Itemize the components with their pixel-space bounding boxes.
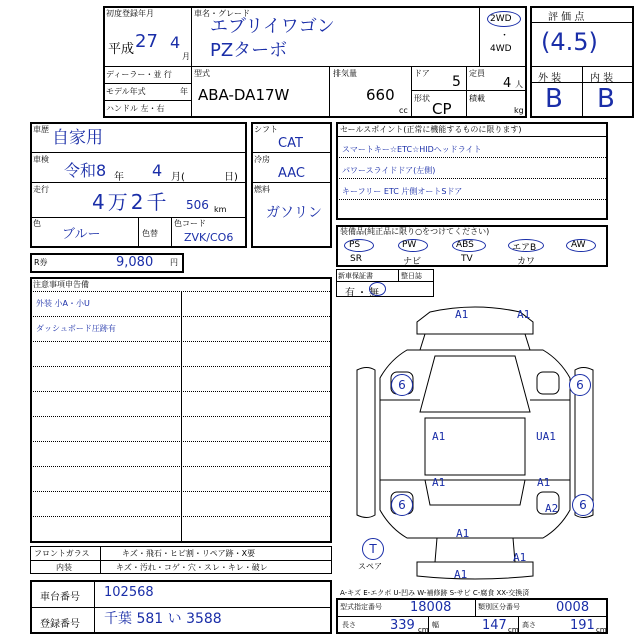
equipment-label: 装備品(純正品に限り○をつけてください) [340,227,490,236]
equip-sr: SR [350,254,362,264]
warranty-circle [369,282,386,296]
interior-items: キズ・汚れ・コゲ・穴・スレ・キレ・破レ [116,563,268,572]
sales-point-2: パワースライドドア(左側) [342,166,436,175]
interior-label: 内 装 [590,73,614,84]
r-label: R券 [34,258,48,267]
dotted-divider [30,441,332,442]
damage-mark: 6 [569,374,591,396]
equip-abs: ABS [456,240,474,250]
equip-aw: AW [571,240,586,250]
divider [100,546,101,574]
damage-mark: T [362,538,384,560]
r-ticket-box [30,253,184,273]
equip-ps: PS [349,240,361,250]
rear-bumper [417,562,533,579]
model-year-label: モデル年式 [106,87,146,96]
width-label: 幅 [432,621,439,629]
sales-point-1: スマートキー☆ETC☆HIDヘッドライト [342,145,482,154]
fuel: ガソリン [266,205,322,221]
color-code-label: 色コード [174,219,206,228]
sales-point-3: キーフリー ETC 片側オートSドア [342,187,463,196]
type-value: ABA-DA17W [198,86,290,104]
divider [475,598,476,616]
era: 平成 [108,42,135,57]
damage-mark: A1 [513,551,527,564]
color: ブルー [62,227,101,242]
divider [336,281,434,282]
divider [103,100,191,101]
class-label: 類別区分番号 [478,603,520,611]
note-2: ダッシュボード圧跡有 [36,324,116,333]
cm-unit: cm [418,626,429,634]
dotted-divider [336,178,608,179]
damage-mark: A1 [456,527,470,540]
inspection-label: 車検 [33,155,49,164]
load-label: 積載 [469,94,485,103]
rear-gate [435,538,515,562]
divider [171,217,172,248]
windshield [420,356,530,412]
exterior-grade: B [545,84,563,114]
dotted-divider [30,416,332,417]
shape: CP [432,100,452,118]
ac: AAC [278,166,305,181]
shift: CAT [278,136,303,151]
dotted-divider [30,391,332,392]
r-value: 9,080 [116,255,154,270]
damage-mark: 6 [391,374,413,396]
divider [251,182,332,183]
damage-mark: UA1 [536,430,556,443]
yen-unit: 円 [170,258,178,267]
chassis-label: 車台番号 [40,592,80,603]
divider [138,217,139,248]
dotted-divider [336,157,608,158]
fuel-label: 燃料 [254,185,270,194]
divider [336,136,608,137]
dotted-divider [30,341,332,342]
sales-label: セールスポイント(正常に機能するものに限ります) [340,125,522,134]
front-glass-items: キズ・飛石・ヒビ割・リペア跡・X要 [122,549,256,558]
equip-airbag: エアB [512,243,537,253]
inspection-era: 令和8 [64,161,107,180]
warranty-label: 新車保証書 [338,272,373,280]
reg-number: 千葉 581 い 3588 [104,611,222,627]
notes-label: 注意事項申告備 [33,280,89,289]
mileage-main: 4万2千 [92,190,170,214]
length-label: 長さ [342,621,356,629]
damage-mark: A1 [455,308,469,321]
capacity: 4 [503,76,512,91]
divider [30,152,247,153]
dealer-label: ディーラー・並 行 [106,70,172,79]
ac-label: 冷房 [254,155,270,164]
equip-leather: カワ [517,257,536,267]
displacement-label: 排気量 [333,69,357,78]
equip-navi: ナビ [403,257,422,267]
hood [420,334,530,350]
capacity-unit: 人 [515,80,523,89]
interior-grade: B [597,84,615,114]
drive-4wd: 4WD [490,44,512,54]
class-number: 0008 [556,600,590,615]
record-label: 整日誌 [401,272,422,280]
km-unit: km [214,205,227,214]
spec-number: 18008 [410,600,452,615]
cm-unit: cm [596,626,607,634]
handle-label: ハンドル 左・右 [106,104,165,113]
kg-unit: kg [514,106,524,115]
mileage-label: 走行 [33,185,49,194]
damage-mark: A1 [432,430,446,443]
damage-mark: 6 [391,494,413,516]
capacity-label: 定員 [469,69,485,78]
door-label: ドア [414,69,430,78]
shift-label: シフト [254,125,278,134]
cm-unit: cm [508,626,519,634]
dotted-divider [30,366,332,367]
usage-label: 車歴 [33,125,49,134]
first-reg-month: 4 [170,33,181,52]
damage-mark: A1 [517,308,531,321]
first-reg-label: 初度登録年月 [106,9,154,18]
divider [479,6,480,66]
divider [466,66,467,118]
damage-mark: A2 [545,502,559,515]
damage-mark: A1 [537,476,551,489]
color-code: ZVK/CO6 [184,231,234,244]
divider [94,580,95,634]
type-label: 型式 [194,69,210,78]
front-glass-label: フロントガラス [34,549,90,558]
divider [30,607,332,608]
divider [251,152,332,153]
divider [329,66,330,118]
inspection-month: 4 [152,161,163,180]
equip-tv: TV [461,254,473,264]
score-value: (4.5) [541,28,598,56]
interior-row-label: 内装 [56,563,72,572]
day-unit: 日) [224,172,238,183]
divider [191,6,192,66]
divider [411,66,412,118]
year-unit: 年 [114,172,124,183]
car-name-label: 車名・グレード [194,9,250,18]
damage-mark: A1 [432,476,446,489]
divider [181,291,182,543]
spare-label: スペア [358,562,382,571]
grade: PZターボ [210,40,288,61]
displacement: 660 [366,86,395,104]
height-label: 高さ [522,621,536,629]
damage-mark: A1 [454,568,468,581]
month-unit: 月 [182,52,190,61]
note-1: 外装 小A・小U [36,299,90,308]
warranty-value: 有・無 [345,288,381,299]
doors: 5 [452,74,461,90]
divider [336,616,608,617]
dotted-divider [30,491,332,492]
model-year-unit: 年 [180,87,188,96]
month-unit-paren: 月( [171,172,185,183]
divider [191,66,192,118]
spec-label: 型式指定番号 [340,603,382,611]
equip-pw: PW [402,240,417,250]
dotted-divider [336,199,608,200]
first-reg-year: 27 [135,31,158,52]
dotted-divider [30,466,332,467]
car-name: エブリイワゴン [210,16,335,37]
color-label: 色 [33,219,41,228]
damage-legend: A-キズ E-エクボ U-凹み W-補修跡 S-サビ C-腐食 XX-交換済 [340,589,530,597]
roof [425,418,525,475]
height: 191 [570,618,595,633]
width: 147 [482,618,507,633]
divider [582,66,583,118]
shape-label: 形状 [414,94,430,103]
mileage-sub: 506 [186,198,209,212]
dotted-divider [30,516,332,517]
divider [103,83,191,84]
reg-label: 登録番号 [40,619,80,630]
damage-mark: 6 [572,494,594,516]
cc-unit: cc [399,106,408,115]
usage: 自家用 [52,128,103,148]
length: 339 [390,618,415,633]
color-type-label: 色替 [142,229,158,238]
chassis-number: 102568 [104,585,154,600]
exterior-label: 外 装 [538,73,562,84]
front-bumper [417,307,533,334]
divider [398,269,399,281]
drive-2wd: 2WD [490,14,512,24]
score-label: 評 価 点 [548,12,585,23]
drive-dot: ・ [500,31,510,41]
dotted-divider [30,291,332,292]
divider [30,560,332,561]
divider [30,182,247,183]
divider [103,66,527,67]
car-diagram [355,300,595,585]
dotted-divider [30,316,332,317]
